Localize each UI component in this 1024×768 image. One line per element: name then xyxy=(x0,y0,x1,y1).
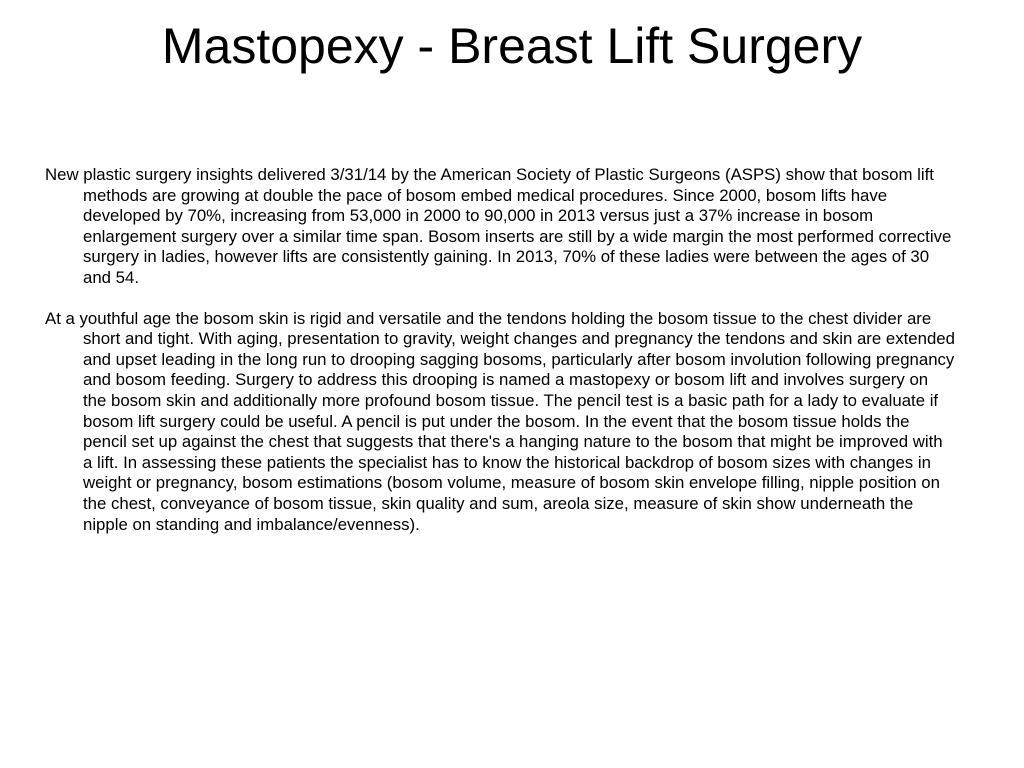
slide-body xyxy=(45,165,955,555)
paragraph-anatomy: At a youthful age the bosom skin is rigid and versatile and the tendons holding the bosom tissue to the chest divider are short and tight. With aging, presentation to gravity, weight changes and pregnancy the tendons and skin are extended and upset leading in the long run to drooping sagging bosoms, particularly after bosom involution following pregnancy and bosom feeding. Surgery to address this drooping is named a mastopexy or bosom lift and involves surgery on the bosom skin and additionally more profound bosom tissue. The pencil test is a basic path for a lady to evaluate if bosom lift surgery could be useful. A pencil is put under the bosom. In the event that the bosom tissue holds the pencil set up against the chest that suggests that there's a hanging nature to the bosom that might be improved with a lift. In assessing these patients the specialist has to know the historical backdrop of bosom sizes with changes in weight or pregnancy, bosom estimations (bosom volume, measure of bosom skin envelope filling, nipple position on the chest, conveyance of bosom tissue, skin quality and sum, areola size, measure of skin show underneath the nipple on standing and imbalance/evenness). xyxy=(45,308,955,534)
slide-title: Mastopexy - Breast Lift Surgery xyxy=(161,18,863,74)
paragraph-statistics: New plastic surgery insights delivered 3/31/14 by the American Society of Plastic Surgeons (ASPS) show that bosom lift methods are growing at double the pace of bosom embed medical procedures. Since 2000, bosom lifts have developed by 70%, increasing from 53,000 in 2000 to 90,000 in 2013 versus just a 37% increase in bosom enlargement surgery over a similar time span. Bosom inserts are still by a wide margin the most performed corrective surgery in ladies, however lifts are consistently gaining. In 2013, 70% of these ladies were between the ages of 30 and 54. xyxy=(45,165,952,287)
